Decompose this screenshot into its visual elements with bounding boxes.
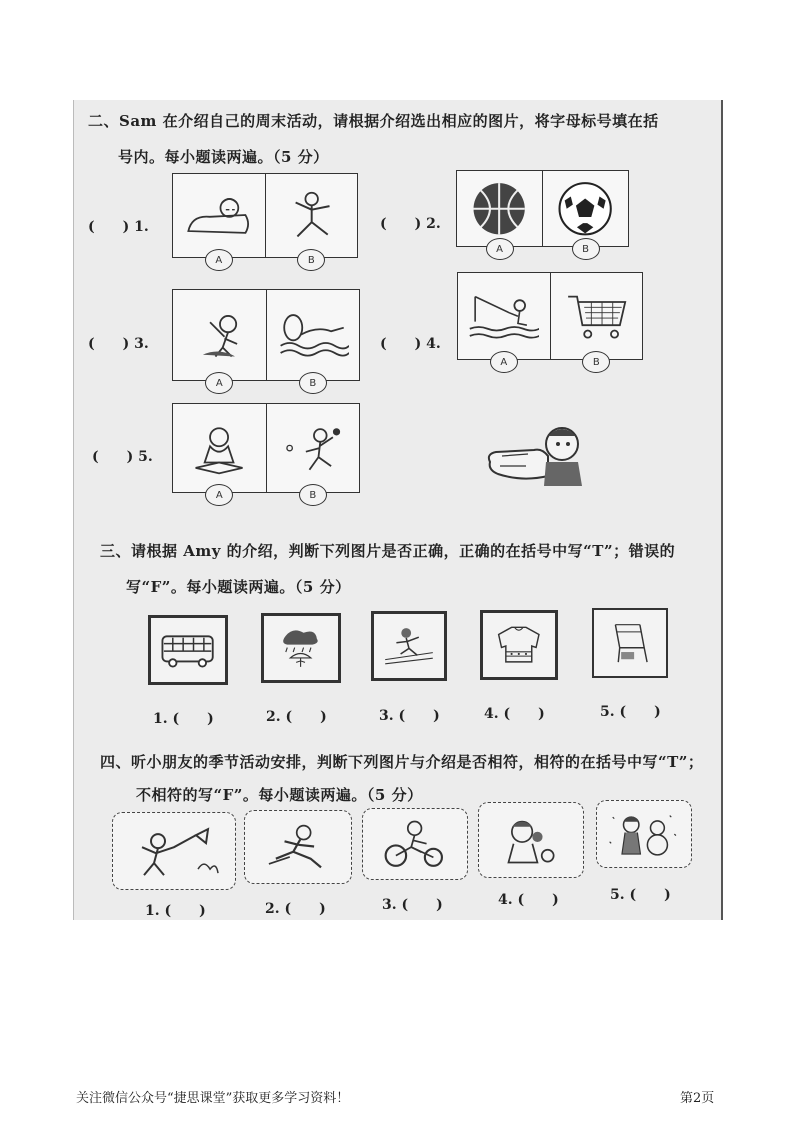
option-a-badge: A [205,249,233,271]
section3-heading-line2: 写“F”。每小题读两遍。（5 分） [126,578,351,596]
question-5-options [172,403,360,501]
sweater-icon [490,619,548,670]
option-a-panel [173,174,265,266]
option-b-badge: B [299,484,327,506]
section3-item-5-label: 5. ( ) [600,704,661,720]
page-number: 第2页 [680,1091,715,1106]
option-b-badge: B [572,238,600,260]
question-3-options [172,289,360,389]
question-1-label: ( ) 1. [88,219,149,235]
running-boy-icon [255,817,342,876]
question-4-options [457,272,643,368]
section4-picture-2 [244,810,352,884]
section4-picture-1 [112,812,236,890]
section2-heading-line2: 号内。每小题读两遍。（5 分） [118,148,329,166]
rainy-umbrella-icon [271,622,330,673]
section4-item-2-label: 2. ( ) [265,901,326,917]
sleeping-icon [183,181,254,249]
option-b-panel [542,171,628,255]
section4-picture-4 [478,802,584,878]
kite-flying-icon [183,298,255,372]
option-b-panel [550,273,643,368]
pointing-hand-icon [482,410,587,492]
question-2-options [456,170,629,255]
option-a-panel [458,273,550,368]
question-4-label: ( ) 4. [380,336,441,352]
section3-item-2-label: 2. ( ) [266,709,327,725]
section4-item-4-label: 4. ( ) [498,892,559,908]
section2-heading-line1: 二、Sam 在介绍自己的周末活动，请根据介绍选出相应的图片，将字母标号填在括 [88,112,659,130]
section3-picture-4 [480,610,558,680]
basketball-icon [466,178,532,240]
question-2-label: ( ) 2. [380,216,441,232]
option-a-panel [457,171,542,255]
section4-picture-3 [362,808,468,880]
option-a-badge: A [486,238,514,260]
option-a-badge: A [205,372,233,394]
section3-picture-1 [148,615,228,685]
section4-picture-5 [596,800,692,868]
option-a-panel [173,290,266,389]
fishing-icon [468,281,539,352]
option-a-panel [173,404,266,501]
option-b-badge: B [582,351,610,373]
section3-heading-line1: 三、请根据 Amy 的介绍，判断下列图片是否正确，正确的在括号中写“T”；错误的 [100,542,676,560]
section3-picture-5 [592,608,668,678]
section4-item-1-label: 1. ( ) [145,903,206,919]
question-1-options [172,173,358,266]
kung-fu-icon [276,181,347,249]
skating-icon [381,620,437,671]
section4-heading-line1: 四、听小朋友的季节活动安排，判断下列图片与介绍是否相符，相符的在括号中写“T”； [100,753,704,771]
section3-item-3-label: 3. ( ) [379,708,440,724]
swimming-icon [277,298,349,372]
section4-item-5-label: 5. ( ) [610,887,671,903]
question-5-label: ( ) 5. [92,449,153,465]
chair-icon [601,617,659,670]
section3-picture-2 [261,613,341,683]
section4-item-3-label: 3. ( ) [382,897,443,913]
eating-fruit-icon [488,810,573,871]
option-b-badge: B [299,372,327,394]
table-tennis-icon [277,412,349,484]
reading-icon [183,412,255,484]
option-b-panel [266,290,360,389]
option-b-badge: B [297,249,325,271]
option-a-badge: A [205,484,233,506]
section4-heading-line2: 不相符的写“F”。每小题读两遍。（5 分） [136,786,423,804]
section3-item-4-label: 4. ( ) [484,706,545,722]
soccer-ball-icon [552,178,618,240]
question-3-label: ( ) 3. [88,336,149,352]
section3-item-1-label: 1. ( ) [153,711,214,727]
bus-icon [158,624,217,675]
option-b-panel [265,174,358,266]
shopping-cart-icon [561,281,632,352]
section3-picture-3 [371,611,447,681]
footer-note: 关注微信公众号“捷思课堂”获取更多学习资料！ [76,1091,350,1106]
option-b-panel [266,404,360,501]
cycling-icon [372,815,457,872]
snowman-icon [605,807,682,861]
kite-running-icon [124,820,224,882]
option-a-badge: A [490,351,518,373]
